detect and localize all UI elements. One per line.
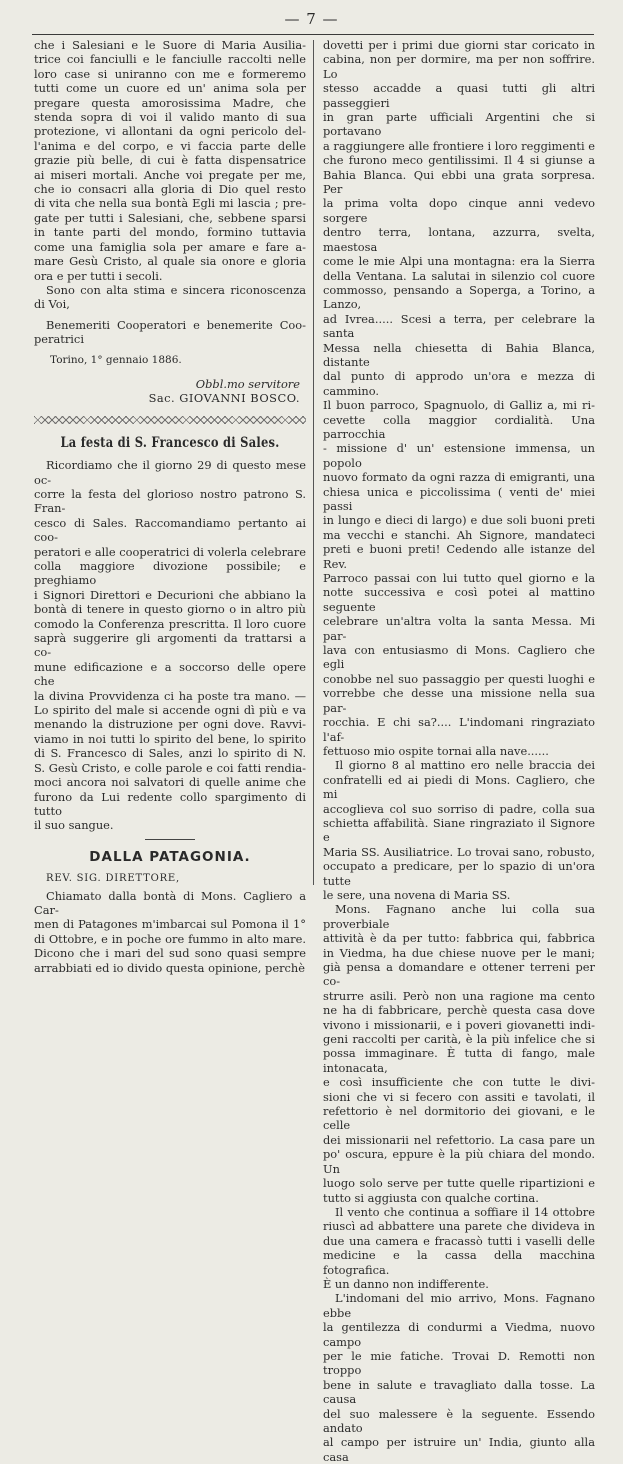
paragraph-2	[323, 758, 595, 902]
text-line: attività è da per tutto: fabbrica qui, fabbrica	[323, 931, 595, 946]
paragraph-1	[323, 38, 595, 758]
text-line: - missione d' un' estensione immensa, un popolo	[323, 441, 595, 470]
text-line: conobbe nel suo passaggio per questi luoghi e	[323, 671, 595, 686]
text-line: strurre asili. Però non una ragione ma cento	[323, 988, 595, 1003]
section-separator	[145, 839, 195, 840]
text-line: peratrici	[34, 332, 84, 347]
text-line: vorrebbe che desse una missione nella sua par-	[323, 686, 595, 715]
text-line: notte successiva e così potei al mattino seguente	[323, 585, 595, 614]
text-line: mune edificazione e a soccorso delle opere che	[34, 659, 306, 689]
text-line: la prima volta dopo cinque anni vedevo sorgere	[323, 196, 595, 225]
text-line: È un danno non indifferente.	[323, 1276, 489, 1291]
text-line: ai miseri mortali. Anche voi pregate per me,	[34, 167, 306, 182]
text-line: Maria SS. Ausiliatrice. Lo trovai sano, robusto,	[323, 844, 595, 859]
text-line: come una famiglia sola per amare e fare a-	[34, 239, 306, 254]
text-line: stesso accadde a quasi tutti gli altri passeggieri	[323, 81, 595, 110]
column-divider	[313, 40, 314, 885]
left-column	[34, 38, 306, 975]
text-line: Benemeriti Cooperatori e benemerite Coo-	[46, 317, 306, 332]
text-line: per le mie fatiche. Trovai D. Remotti non troppo	[323, 1348, 595, 1378]
letter-signature: Sac. GIOVANNI BOSCO.	[148, 391, 300, 406]
text-line: po' oscura, eppure è la più chiara del mondo. Un	[323, 1147, 595, 1176]
paragraph-3	[323, 902, 595, 1205]
text-line: Parroco passai con lui tutto quel giorno e la	[323, 571, 595, 586]
closing	[34, 283, 306, 312]
text-line: in tante parti del mondo, formino tuttavia	[34, 225, 306, 240]
text-line: tutto si aggiusta con qualche cortina.	[323, 1190, 539, 1205]
text-line: i Signori Direttori e Decurioni che abbiano la	[34, 587, 306, 602]
text-line: L'indomani del mio arrivo, Mons. Fagnano ebbe	[323, 1291, 595, 1320]
text-line: refettorio è nel dormitorio dei giovani, e le celle	[323, 1104, 595, 1133]
text-line: dei missionarii nel refettorio. La casa pare un	[323, 1132, 595, 1147]
text-line: le sere, una novena di Maria SS.	[323, 887, 511, 902]
text-line: che i Salesiani e le Suore di Maria Ausilia-	[34, 38, 306, 52]
page-number: — 7 —	[284, 10, 339, 28]
section-text-patagonia	[34, 889, 306, 975]
text-line: commosso, pensando a Soperga, a Torino, a Lanzo,	[323, 282, 595, 312]
text-line: in Viedma, ha due chiese nuove per le mani;	[323, 945, 595, 960]
text-line: fettuoso mio ospite tornai alla nave......	[323, 743, 549, 758]
text-line: in gran parte ufficiali Argentini che si portavano	[323, 110, 595, 139]
text-line: menando la distruzione per ogni dove. Ravvi-	[34, 717, 306, 732]
text-line: ma vecchi e stanchi. Ah Signore, mandateci	[323, 527, 595, 542]
section-wave-divider	[34, 416, 306, 424]
text-line: saprà suggerire gli argomenti da trattarsi a co-	[34, 631, 306, 660]
text-line: lava con entusiasmo di Mons. Cagliero che egli	[323, 643, 595, 672]
text-line: occupato a predicare, per lo spazio di un'ora tutte	[323, 859, 595, 888]
text-line: della Ventana. La salutai in silenzio col cuore	[323, 268, 595, 283]
text-line: di Voi,	[34, 297, 70, 312]
paragraph-5	[323, 1291, 595, 1464]
text-line: dovetti per i primi due giorni star coricato in	[323, 38, 595, 52]
text-line: bene in salute e travagliato dalla tosse. La causa	[323, 1377, 595, 1407]
paragraph-4	[323, 1205, 595, 1291]
text-line: vivono i missionarii, e i poveri giovanetti indi-	[323, 1017, 595, 1032]
text-line: di S. Francesco di Sales, anzi lo spirito di N.	[34, 746, 306, 761]
text-line: Sono con alta stima e sincera riconoscenza	[46, 282, 306, 297]
text-line: chiesa unica e piccolissima ( venti de' miei passi	[323, 484, 595, 513]
text-line: la gentilezza di condurmi a Viedma, nuovo campo	[323, 1320, 595, 1349]
text-line: nuovo formato da ogni razza di emigranti, una	[323, 470, 595, 485]
text-line: di Ottobre, e in poche ore fummo in alto mare.	[34, 931, 306, 946]
text-line: stenda sopra di voi il valido manto di sua	[34, 110, 306, 125]
text-line: mare Gesù Cristo, al quale sia onore e gloria	[34, 254, 306, 269]
text-line: due una camera e fracassò tutti i vaselli delle	[323, 1233, 595, 1248]
text-line: cabina, non per dormire, ma per non soffrire. Lo	[323, 52, 595, 81]
text-line: in lungo e dieci di largo) e due soli buoni preti	[323, 513, 595, 528]
section-title-festa: La festa di S. Francesco di Sales.	[60, 434, 280, 451]
text-line: luogo solo serve per tutte quelle ripartizioni e	[323, 1176, 595, 1191]
text-line: Chiamato dalla bontà di Mons. Cagliero a Car-	[34, 888, 306, 917]
text-line: confratelli ed ai piedi di Mons. Cagliero, che mi	[323, 772, 595, 802]
text-line: preti e buoni preti! Cedendo alle istanze del Rev.	[323, 542, 595, 571]
text-line: cesco di Sales. Raccomandiamo pertanto ai coo-	[34, 515, 306, 545]
text-line: possa immaginare. È tutta di fango, male intonacata,	[323, 1046, 595, 1075]
text-line: loro case si uniranno con me e formeremo	[34, 66, 306, 81]
text-line: a raggiungere alle frontiere i loro reggimenti e	[323, 138, 596, 153]
text-line: Il buon parroco, Spagnuolo, di Galliz a, mi ri-	[323, 398, 595, 413]
text-line: furono da Lui redente collo spargimento di tutto	[34, 789, 306, 818]
text-line: già pensa a domandare e ottener terreni per co-	[323, 960, 595, 989]
salutation: REV. SIG. DIRETTORE,	[46, 873, 180, 885]
text-line: Ricordiamo che il giorno 29 di questo mese oc-	[34, 458, 306, 487]
text-line: pregare questa amorosissima Madre, che	[34, 95, 306, 110]
text-line: che io consacri alla gloria di Dio quel resto	[34, 182, 306, 197]
text-line: ora e per tutti i secoli.	[34, 268, 163, 283]
text-line: e così insufficiente che con tutte le divi-	[323, 1075, 595, 1090]
text-line: al campo per istruire un' India, giunto alla casa	[323, 1435, 595, 1464]
text-line: il suo sangue.	[34, 818, 114, 833]
text-line: del suo malessere è la seguente. Essendo andato	[323, 1406, 595, 1435]
text-line: moci ancora noi salvatori di quelle anime che	[34, 775, 306, 790]
text-line: peratori e alle cooperatrici di volerla celebrare	[34, 544, 306, 559]
text-line: Dicono che i mari del sud sono quasi sempre	[34, 946, 306, 961]
letter-date: Torino, 1° gennaio 1886.	[50, 353, 182, 366]
text-line: Messa nella chiesetta di Bahia Blanca, distante	[323, 340, 595, 369]
text-line: comodo la Conferenza prescritta. Il loro cuore	[34, 616, 306, 631]
text-line: bontà di tenere in questo giorno o in altro più	[34, 602, 306, 617]
text-line: ad Ivrea..... Scesi a terra, per celebrare la santa	[323, 311, 595, 341]
text-line: rocchia. E chi sa?.... L'indomani ringraziato l'af-	[323, 715, 595, 744]
text-line: riuscì ad abbattere una parete che divideva in	[323, 1219, 595, 1234]
text-line: Il vento che continua a soffiare il 14 ottobre	[335, 1204, 595, 1219]
text-line: sioni che vi si fecero con assiti e tavolati, il	[323, 1089, 595, 1104]
text-line: che furono meco gentilissimi. Il 4 si giunse a	[323, 153, 595, 168]
text-line: corre la festa del glorioso nostro patrono S. Fran-	[34, 486, 306, 516]
text-line: Bahia Blanca. Qui ebbi una grata sorpresa. Per	[323, 167, 595, 197]
text-line: viamo in noi tutti lo spirito del bene, lo spirito	[34, 731, 306, 746]
text-line: dentro terra, lontana, azzurra, svelta, maestosa	[323, 225, 595, 254]
text-line: arrabbiati ed io divido questa opinione, perchè	[34, 960, 305, 975]
text-line: grazie più belle, di cui è fatta dispensatrice	[34, 153, 306, 168]
text-line: di vita che nella sua bontà Egli mi lascia ; pre-	[34, 196, 306, 211]
text-line: schietta affabilità. Siane ringraziato il Signore e	[323, 815, 595, 845]
text-line: l'anima e del corpo, e vi faccia parte delle	[34, 138, 306, 153]
address	[34, 318, 306, 347]
text-line: protezione, vi allontani da ogni pericolo del-	[34, 124, 306, 139]
letter-end	[34, 38, 306, 283]
text-line: cevette colla maggior cordialità. Una parrocchia	[323, 412, 595, 441]
text-line: Mons. Fagnano anche lui colla sua proverbiale	[323, 902, 595, 931]
section-text-festa	[34, 458, 306, 833]
text-line: S. Gesù Cristo, e colle parole e coi fatti rendia-	[34, 760, 306, 775]
text-line: la divina Provvidenza ci ha poste tra mano. —	[34, 688, 306, 703]
text-line: men di Patagones m'imbarcai sul Pomona il 1°	[34, 917, 306, 932]
text-line: gate per tutti i Salesiani, che, sebbene sparsi	[34, 210, 306, 225]
text-line: geni raccolti per carità, è la più infelice che si	[323, 1032, 595, 1047]
text-line: colla maggiore divozione possibile; e preghiamo	[34, 559, 306, 588]
text-line: trice coi fanciulli e le fanciulle raccolti nelle	[34, 52, 306, 67]
text-line: come le mie Alpi una montagna: era la Sierra	[323, 254, 595, 269]
header-rule	[32, 34, 594, 35]
right-column	[323, 38, 595, 1464]
letter-signoff: Obbl.mo servitore	[195, 376, 300, 391]
text-line: Il giorno 8 al mattino ero nelle braccia dei	[335, 758, 595, 773]
text-line: dal punto di approdo un'ora e mezza di cammino.	[323, 369, 595, 398]
text-line: celebrare un'altra volta la santa Messa. Mi par-	[323, 614, 595, 643]
text-line: accoglieva col suo sorriso di padre, colla sua	[323, 801, 595, 816]
text-line: Lo spirito del male si accende ogni dì più e va	[34, 703, 306, 718]
section-title-patagonia: DALLA PATAGONIA.	[89, 848, 251, 865]
text-line: medicine e la cassa della macchina fotografica.	[323, 1248, 595, 1277]
text-line: ne ha di fabbricare, perchè questa casa dove	[323, 1003, 595, 1018]
text-line: tutti come un cuore ed un' anima sola per	[34, 81, 306, 96]
